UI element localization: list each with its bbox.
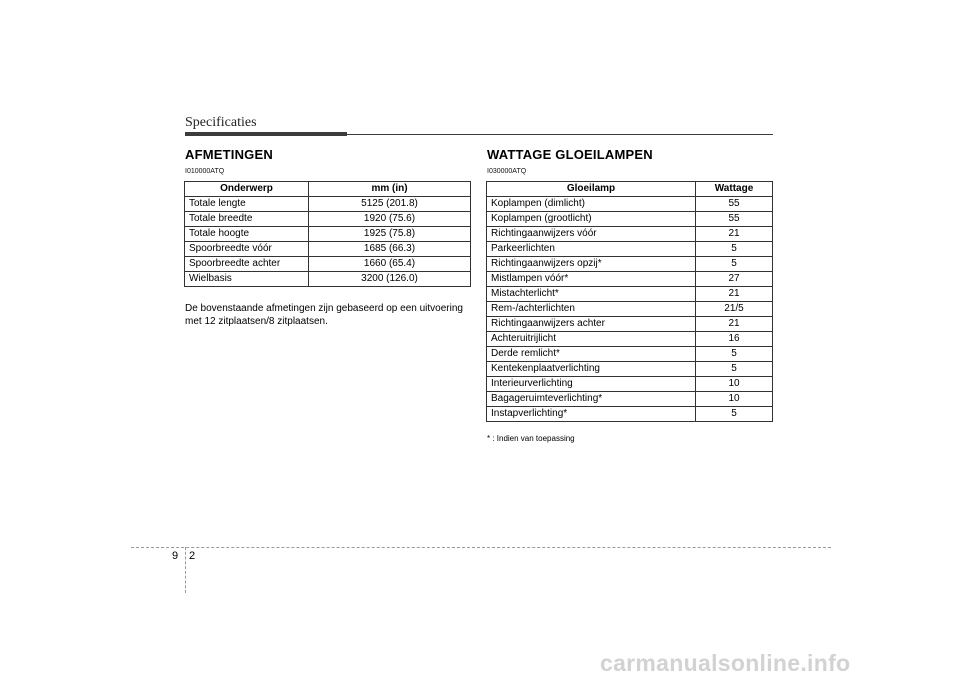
- row-value: 1920 (75.6): [309, 212, 471, 227]
- bulbs-title: WATTAGE GLOEILAMPEN: [487, 147, 653, 162]
- row-label: Koplampen (dimlicht): [487, 197, 696, 212]
- table-row: [185, 272, 471, 287]
- table-row: [487, 407, 773, 422]
- watermark: carmanualsonline.info: [600, 650, 851, 676]
- row-label: Wielbasis: [185, 272, 309, 287]
- row-label: Totale lengte: [185, 197, 309, 212]
- footer-vertical-divider: [185, 547, 186, 593]
- footer-divider: [131, 547, 831, 548]
- bulbs-table: [486, 181, 773, 422]
- row-label: Richtingaanwijzers achter: [487, 317, 696, 332]
- row-label: Kentekenplaatverlichting: [487, 362, 696, 377]
- row-label: Bagageruimteverlichting*: [487, 392, 696, 407]
- row-value: 21/5: [696, 302, 773, 317]
- column-header: Wattage: [696, 182, 773, 197]
- row-value: 3200 (126.0): [309, 272, 471, 287]
- row-value: 5: [696, 362, 773, 377]
- table-row: [487, 347, 773, 362]
- row-label: Mistlampen vóór*: [487, 272, 696, 287]
- page-header-title: Specificaties: [185, 115, 257, 130]
- row-value: 21: [696, 317, 773, 332]
- row-value: 5: [696, 242, 773, 257]
- row-value: 5: [696, 257, 773, 272]
- row-value: 55: [696, 197, 773, 212]
- table-row: [185, 242, 471, 257]
- table-row: [185, 197, 471, 212]
- header-rule-thick: [185, 132, 347, 136]
- row-value: 21: [696, 227, 773, 242]
- row-label: Derde remlicht*: [487, 347, 696, 362]
- row-value: 1685 (66.3): [309, 242, 471, 257]
- column-header: mm (in): [309, 182, 471, 197]
- row-value: 55: [696, 212, 773, 227]
- row-label: Totale breedte: [185, 212, 309, 227]
- row-value: 10: [696, 377, 773, 392]
- row-label: Koplampen (grootlicht): [487, 212, 696, 227]
- row-value: 10: [696, 392, 773, 407]
- table-row: [487, 257, 773, 272]
- table-row: [487, 212, 773, 227]
- row-value: 5: [696, 407, 773, 422]
- table-row: [185, 227, 471, 242]
- row-label: Richtingaanwijzers vóór: [487, 227, 696, 242]
- table-header-row: [185, 182, 471, 197]
- row-label: Richtingaanwijzers opzij*: [487, 257, 696, 272]
- table-row: [487, 197, 773, 212]
- row-label: Rem-/achterlichten: [487, 302, 696, 317]
- table-row: [487, 377, 773, 392]
- row-label: Spoorbreedte achter: [185, 257, 309, 272]
- chapter-number: 9: [172, 550, 179, 562]
- table-row: [487, 302, 773, 317]
- table-row: [487, 392, 773, 407]
- page-number: 2: [189, 550, 196, 562]
- row-label: Totale hoogte: [185, 227, 309, 242]
- row-label: Interieurverlichting: [487, 377, 696, 392]
- table-header-row: [487, 182, 773, 197]
- row-value: 5125 (201.8): [309, 197, 471, 212]
- table-row: [487, 272, 773, 287]
- dimensions-title: AFMETINGEN: [185, 147, 273, 162]
- row-label: Parkeerlichten: [487, 242, 696, 257]
- column-header: Onderwerp: [185, 182, 309, 197]
- table-row: [487, 287, 773, 302]
- row-label: Spoorbreedte vóór: [185, 242, 309, 257]
- row-value: 5: [696, 347, 773, 362]
- bulbs-code: I030000ATQ: [487, 168, 527, 175]
- row-label: Instapverlichting*: [487, 407, 696, 422]
- dimensions-note: De bovenstaande afmetingen zijn gebaseerd op een uitvoering met 12 zitplaatsen/8 zitplaatsen.: [185, 303, 463, 327]
- row-value: 1660 (65.4): [309, 257, 471, 272]
- table-row: [487, 242, 773, 257]
- table-row: [487, 317, 773, 332]
- table-row: [185, 257, 471, 272]
- header-rule-thin: [347, 134, 773, 135]
- row-value: 16: [696, 332, 773, 347]
- row-label: Achteruitrijlicht: [487, 332, 696, 347]
- dimensions-code: I010000ATQ: [185, 168, 225, 175]
- bulbs-footnote: * : Indien van toepassing: [487, 434, 575, 443]
- table-row: [487, 332, 773, 347]
- row-value: 21: [696, 287, 773, 302]
- row-value: 27: [696, 272, 773, 287]
- row-value: 1925 (75.8): [309, 227, 471, 242]
- table-row: [487, 227, 773, 242]
- dimensions-table: [184, 181, 471, 287]
- row-label: Mistachterlicht*: [487, 287, 696, 302]
- table-row: [185, 212, 471, 227]
- table-row: [487, 362, 773, 377]
- column-header: Gloeilamp: [487, 182, 696, 197]
